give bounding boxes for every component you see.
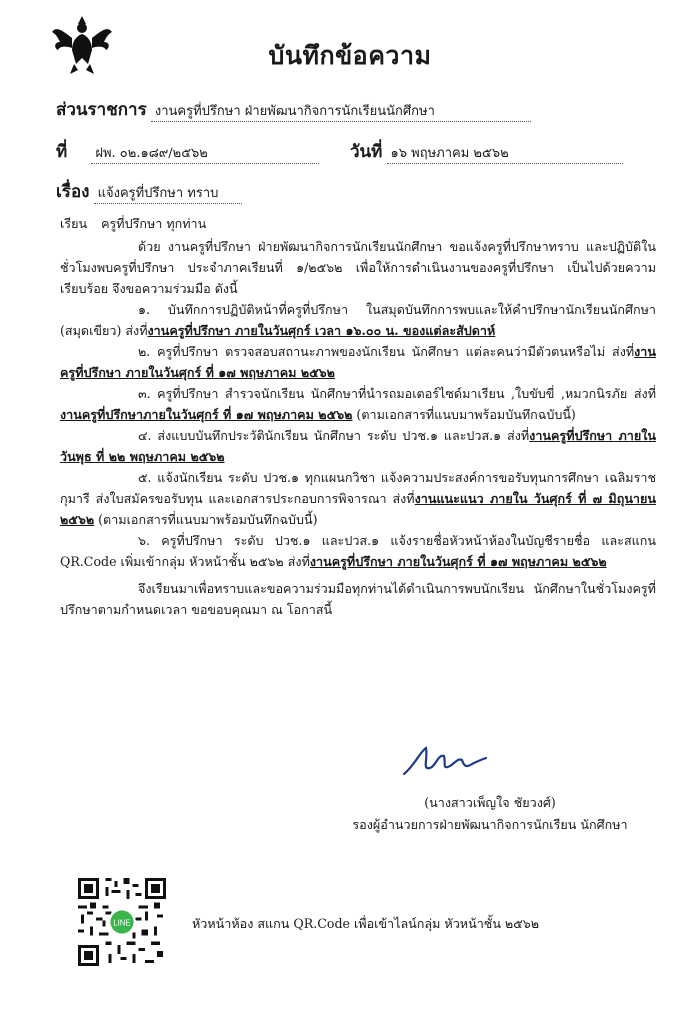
intro-paragraph: ด้วย งานครูที่ปรึกษา ฝ่ายพัฒนากิจการนักเรียนนักศึกษา ขอแจ้งครูที่ปรึกษาทราบ และปฏิบัติในชั่วโมงพบครูที่ปรึกษา ประจำภาคเรียนที่ ๑/๒๕๖๒ เพื่อให้การดำเนินงานของครูที่ปรึกษา เป็นไปด้วยความเรียบร้อย จึงขอความร่วมมือ ดังนี้ — [60, 239, 656, 296]
reference-label: ที่ — [56, 142, 68, 162]
item-1-emphasis: งานครูที่ปรึกษา ภายในวันศุกร์ เวลา ๑๖.๐๐ น. ของแต่ละสัปดาห์ — [147, 323, 496, 338]
line-logo-label: LINE — [113, 918, 131, 928]
date-line — [350, 138, 623, 165]
subject-value: แจ้งครูที่ปรึกษา ทราบ — [94, 182, 242, 204]
salutation — [60, 214, 206, 234]
subject-line — [56, 178, 242, 205]
qr-caption: หัวหน้าห้อง สแกน QR.Code เพื่อเข้าไลน์กลุ่ม หัวหน้าชั้น ๒๕๖๒ — [192, 916, 540, 931]
subject-label: เรื่อง — [56, 182, 90, 202]
salutation-label: เรียน — [60, 216, 88, 231]
item-2-text: ๒. ครูที่ปรึกษา ตรวจสอบสถานะภาพของนักเรียน นักศึกษา แต่ละคนว่ามีตัวตนหรือไม่ ส่งที่ — [138, 344, 635, 359]
item-3-emphasis: งานครูที่ปรึกษาภายในวันศุกร์ ที่ ๑๗ พฤษภาคม ๒๕๖๒ — [60, 407, 353, 422]
memo-body — [60, 236, 656, 620]
item-6-text: ๖. ครูที่ปรึกษา ระดับ ปวช.๑ และปวส.๑ แจ้งรายชื่อหัวหน้าห้องในบัญชีรายชื่อ และสแกน QR.Code เพิ่มเข้ากลุ่ม หัวหน้าชั้น ๒๕๖๒ ส่งที่ — [60, 533, 656, 569]
item-1-text: ๑. บันทึกการปฏิบัติหน้าที่ครูที่ปรึกษา ในสมุดบันทึกการพบและให้คำปรึกษานักเรียนนักศึกษา (สมุดเขียว) ส่งที่ — [60, 302, 656, 338]
item-2-emphasis: งานครูที่ปรึกษา ภายในวันศุกร์ ที่ ๑๗ พฤษภาคม ๒๕๖๒ — [60, 344, 656, 380]
item-4 — [60, 425, 656, 467]
qr-code-icon — [78, 878, 166, 966]
memo-title: บันทึกข้อความ — [268, 41, 432, 70]
date-label: วันที่ — [350, 142, 383, 162]
reference-line — [56, 138, 319, 165]
reference-value: ฝพ. ๐๒.๑๘๙/๒๕๖๒ — [91, 142, 319, 164]
item-5-text: ๕. แจ้งนักเรียน ระดับ ปวช.๑ ทุกแผนกวิชา แจ้งความประสงค์การขอรับทุนการศึกษา เฉลิมราชกุมารี ส่งใบสมัครขอรับทุน และเอกสารประกอบการพิจารณา ส่งที่ — [60, 470, 656, 506]
department-label: ส่วนราชการ — [56, 100, 147, 120]
item-1 — [60, 299, 656, 341]
item-5 — [60, 467, 656, 530]
salutation-value: ครูที่ปรึกษา ทุกท่าน — [101, 216, 207, 231]
item-2 — [60, 341, 656, 383]
item-4-emphasis: งานครูที่ปรึกษา ภายในวันพุธ ที่ ๒๒ พฤษภาคม ๒๕๖๒ — [60, 428, 656, 464]
department-value: งานครูที่ปรึกษา ฝ่ายพัฒนากิจการนักเรียนนักศึกษา — [151, 100, 531, 122]
item-3 — [60, 383, 656, 425]
date-value: ๑๖ พฤษภาคม ๒๕๖๒ — [387, 142, 623, 164]
item-4-text: ๔. ส่งแบบบันทึกประวัตินักเรียน นักศึกษา ระดับ ปวช.๑ และปวส.๑ ส่งที่ — [138, 428, 530, 443]
signature-scribble — [400, 740, 490, 780]
item-3-note: (ตามเอกสารที่แนบมาพร้อมบันทึกฉบับนี้) — [352, 407, 576, 422]
item-5-emphasis: งานแนะแนว ภายใน วันศุกร์ ที่ ๗ มิถุนายน ๒๕๖๒ — [60, 491, 656, 527]
item-3-text: ๓. ครูที่ปรึกษา สำรวจนักเรียน นักศึกษาที่นำรถมอเตอร์ไซด์มาเรียน ,ใบขับขี่ ,หมวกนิรภัย ส่งที่ — [138, 386, 656, 401]
item-5-note: (ตามเอกสารที่แนบมาพร้อมบันทึกฉบับนี้) — [94, 512, 318, 527]
item-6 — [60, 530, 656, 572]
closing-paragraph: จึงเรียนมาเพื่อทราบและขอความร่วมมือทุกท่านได้ดำเนินการพบนักเรียน นักศึกษาในชั่วโมงครูที่ปรึกษาตามกำหนดเวลา ขอขอบคุณมา ณ โอกาสนี้ — [60, 581, 656, 617]
item-6-emphasis: งานครูที่ปรึกษา ภายในวันศุกร์ ที่ ๑๗ พฤษภาคม ๒๕๖๒ — [309, 554, 607, 569]
department-line — [56, 96, 531, 123]
signatory-position: รองผู้อำนวยการฝ่ายพัฒนากิจการนักเรียน นักศึกษา — [352, 817, 628, 832]
signatory-name: (นางสาวเพ็ญใจ ชัยวงศ์) — [424, 795, 556, 810]
